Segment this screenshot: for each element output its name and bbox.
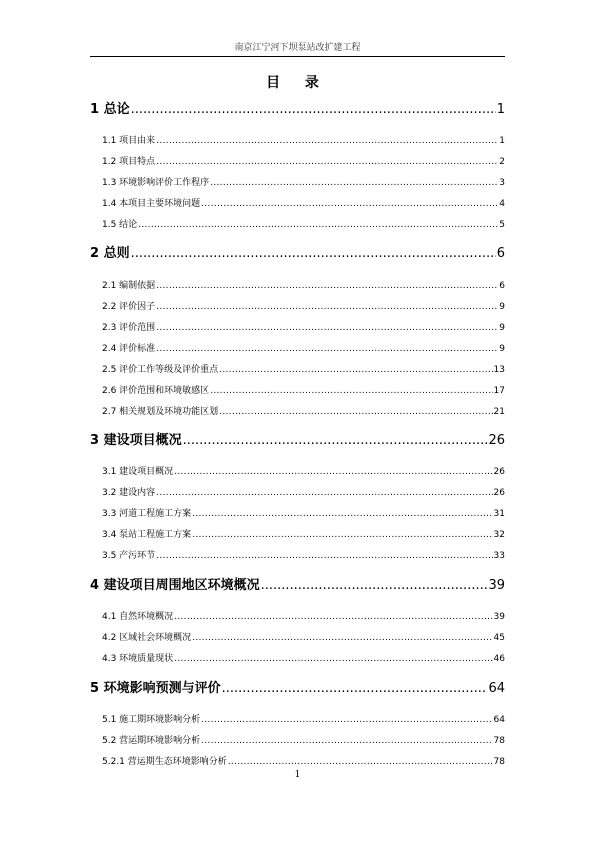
toc-entry-label: 3.2 建设内容 bbox=[102, 488, 156, 498]
dot-leader bbox=[156, 157, 498, 167]
toc-entry-page: 31 bbox=[493, 509, 505, 519]
dot-leader bbox=[210, 178, 498, 188]
toc-entry-page: 9 bbox=[499, 302, 505, 312]
toc-entry-label: 1.4 本项目主要环境问题 bbox=[102, 199, 201, 209]
toc-entry-1-5[interactable] bbox=[102, 217, 505, 230]
toc-entry-label: 1.3 环境影响评价工作程序 bbox=[102, 178, 210, 188]
toc-entry-page: 9 bbox=[499, 344, 505, 354]
toc-entry-1-4[interactable] bbox=[102, 196, 505, 209]
toc-entry-page: 21 bbox=[493, 407, 505, 417]
dot-leader bbox=[138, 220, 498, 230]
toc-entry-5[interactable] bbox=[90, 677, 505, 696]
toc-entry-page: 64 bbox=[493, 715, 505, 725]
dot-leader bbox=[174, 654, 492, 664]
toc-title: 目 录 bbox=[266, 75, 329, 91]
toc-entry-label: 2.2 评价因子 bbox=[102, 302, 156, 312]
toc-entry-3-2[interactable] bbox=[102, 485, 505, 498]
toc-entry-2-7[interactable] bbox=[102, 404, 505, 417]
toc-entry-label: 3.4 泵站工程施工方案 bbox=[102, 530, 192, 540]
dot-leader bbox=[261, 578, 488, 593]
toc-entry-page: 1 bbox=[499, 136, 505, 146]
toc-entry-page: 6 bbox=[499, 281, 505, 291]
toc-entry-1[interactable] bbox=[90, 98, 505, 117]
toc-entry-label: 4.2 区域社会环境概况 bbox=[102, 633, 192, 643]
toc-entry-page: 39 bbox=[493, 612, 505, 622]
dot-leader bbox=[183, 433, 488, 448]
header-rule bbox=[90, 56, 505, 57]
toc-entry-label: 1.2 项目特点 bbox=[102, 157, 156, 167]
toc-entry-4[interactable] bbox=[90, 574, 505, 593]
toc-entry-page: 78 bbox=[493, 736, 505, 746]
dot-leader bbox=[131, 102, 496, 117]
toc-entry-4-3[interactable] bbox=[102, 651, 505, 664]
toc-entry-3[interactable] bbox=[90, 429, 505, 448]
toc-entry-page: 3 bbox=[499, 178, 505, 188]
toc-entry-page: 26 bbox=[488, 433, 505, 448]
toc-entry-5-2-1[interactable] bbox=[102, 754, 505, 767]
toc-entry-5-1[interactable] bbox=[102, 712, 505, 725]
dot-leader bbox=[156, 302, 498, 312]
toc-entry-page: 45 bbox=[493, 633, 505, 643]
dot-leader bbox=[156, 344, 498, 354]
toc-entry-1-2[interactable] bbox=[102, 154, 505, 167]
toc-entry-label: 2.3 评价范围 bbox=[102, 323, 156, 333]
dot-leader bbox=[201, 199, 498, 209]
toc-entry-page: 26 bbox=[493, 467, 505, 477]
toc-entry-label: 3 建设项目概况 bbox=[90, 433, 182, 448]
toc-entry-page: 9 bbox=[499, 323, 505, 333]
toc-entry-label: 4.1 自然环境概况 bbox=[102, 612, 174, 622]
dot-leader bbox=[174, 467, 492, 477]
dot-leader bbox=[156, 281, 498, 291]
toc-entry-2[interactable] bbox=[90, 242, 505, 261]
dot-leader bbox=[210, 386, 492, 396]
toc-entry-label: 4 建设项目周围地区环境概况 bbox=[90, 578, 260, 593]
toc-entry-label: 2.4 评价标准 bbox=[102, 344, 156, 354]
toc-entry-page: 5 bbox=[499, 220, 505, 230]
toc-entry-page: 13 bbox=[493, 365, 505, 375]
toc-entry-label: 5 环境影响预测与评价 bbox=[90, 681, 221, 696]
toc-entry-5-2[interactable] bbox=[102, 733, 505, 746]
toc-entry-page: 1 bbox=[496, 102, 505, 117]
toc-entry-label: 2.6 评价范围和环境敏感区 bbox=[102, 386, 210, 396]
toc-entry-label: 3.5 产污环节 bbox=[102, 551, 156, 561]
toc-entry-page: 17 bbox=[493, 386, 505, 396]
toc-entry-label: 3.1 建设项目概况 bbox=[102, 467, 174, 477]
toc-entry-2-6[interactable] bbox=[102, 383, 505, 396]
toc-entry-2-2[interactable] bbox=[102, 299, 505, 312]
toc-entry-page: 32 bbox=[493, 530, 505, 540]
toc-entry-label: 5.2 营运期环境影响分析 bbox=[102, 736, 201, 746]
toc-entry-label: 2.1 编制依据 bbox=[102, 281, 156, 291]
toc-entry-page: 64 bbox=[488, 681, 505, 696]
dot-leader bbox=[228, 757, 493, 767]
dot-leader bbox=[131, 246, 496, 261]
toc-entry-label: 1 总论 bbox=[90, 102, 130, 117]
toc-entry-label: 4.3 环境质量现状 bbox=[102, 654, 174, 664]
toc-entry-4-1[interactable] bbox=[102, 609, 505, 622]
toc-entry-label: 1.1 项目由来 bbox=[102, 136, 156, 146]
toc-entry-1-1[interactable] bbox=[102, 133, 505, 146]
dot-leader bbox=[219, 365, 492, 375]
dot-leader bbox=[174, 612, 492, 622]
toc-entry-label: 2.5 评价工作等级及评价重点 bbox=[102, 365, 219, 375]
toc-entry-2-3[interactable] bbox=[102, 320, 505, 333]
toc-entry-2-4[interactable] bbox=[102, 341, 505, 354]
dot-leader bbox=[156, 136, 498, 146]
toc-entry-3-5[interactable] bbox=[102, 548, 505, 561]
toc-entry-2-5[interactable] bbox=[102, 362, 505, 375]
dot-leader bbox=[156, 323, 498, 333]
toc-entry-page: 39 bbox=[488, 578, 505, 593]
dot-leader bbox=[219, 407, 492, 417]
dot-leader bbox=[192, 530, 492, 540]
dot-leader bbox=[201, 736, 492, 746]
toc-entry-page: 6 bbox=[496, 246, 505, 261]
toc-entry-4-2[interactable] bbox=[102, 630, 505, 643]
toc-entry-page: 78 bbox=[493, 757, 505, 767]
dot-leader bbox=[192, 633, 492, 643]
toc-entry-2-1[interactable] bbox=[102, 278, 505, 291]
toc-entry-page: 26 bbox=[493, 488, 505, 498]
dot-leader bbox=[156, 551, 492, 561]
toc-entry-page: 2 bbox=[499, 157, 505, 167]
toc-entry-page: 33 bbox=[493, 551, 505, 561]
toc-entry-label: 5.1 施工期环境影响分析 bbox=[102, 715, 201, 725]
dot-leader bbox=[192, 509, 492, 519]
toc-entry-page: 4 bbox=[499, 199, 505, 209]
toc-entry-label: 2 总则 bbox=[90, 246, 130, 261]
toc-entry-page: 46 bbox=[493, 654, 505, 664]
running-header: 南京江宁河下坝泵站改扩建工程 bbox=[234, 43, 361, 53]
toc-entry-1-3[interactable] bbox=[102, 175, 505, 188]
toc-entry-label: 2.7 相关规划及环境功能区划 bbox=[102, 407, 219, 417]
toc-entry-3-4[interactable] bbox=[102, 527, 505, 540]
dot-leader bbox=[201, 715, 492, 725]
page-number: 1 bbox=[294, 770, 301, 780]
dot-leader bbox=[222, 681, 488, 696]
toc-entry-label: 3.3 河道工程施工方案 bbox=[102, 509, 192, 519]
toc-entry-label: 1.5 结论 bbox=[102, 220, 138, 230]
dot-leader bbox=[156, 488, 492, 498]
toc-entry-label: 5.2.1 营运期生态环境影响分析 bbox=[102, 757, 227, 767]
toc-entry-3-3[interactable] bbox=[102, 506, 505, 519]
toc-entry-3-1[interactable] bbox=[102, 464, 505, 477]
